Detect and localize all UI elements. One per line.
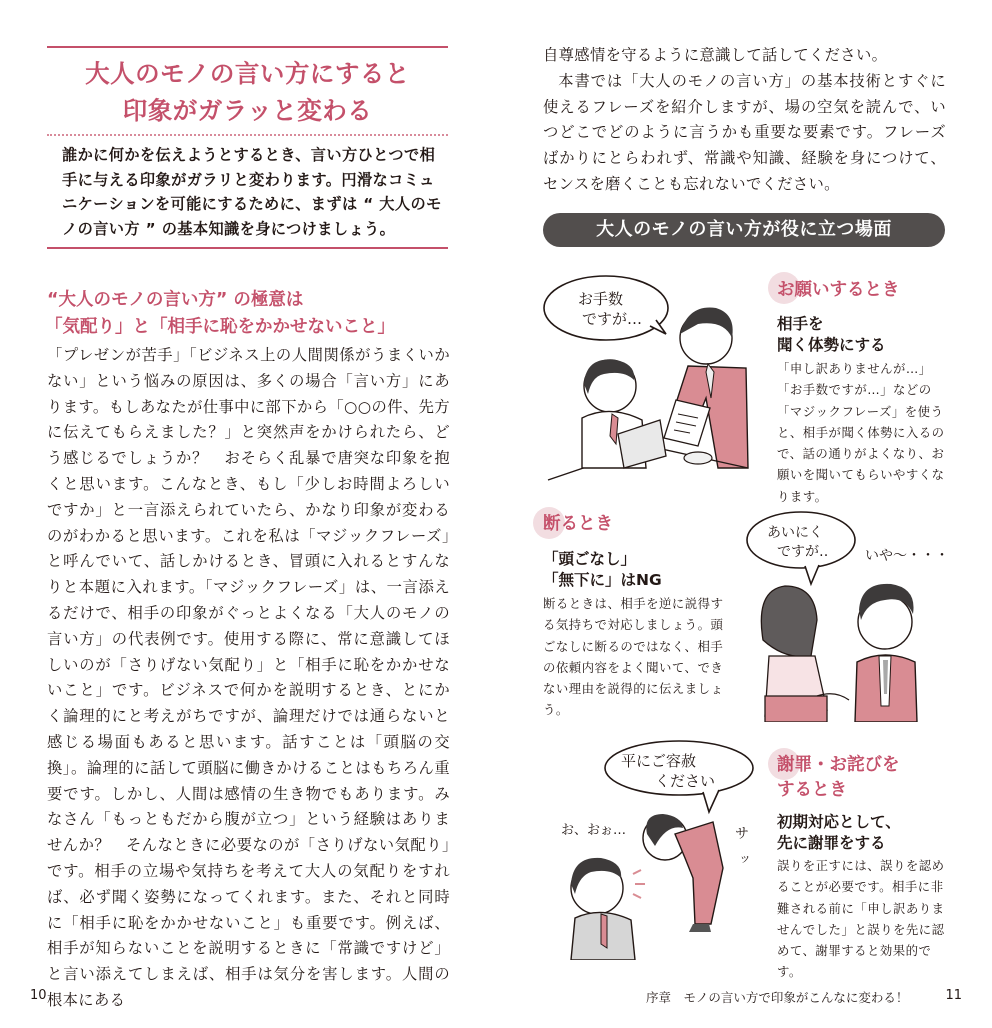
illustration-apology-scene — [535, 738, 757, 960]
illustration-request-scene — [538, 268, 760, 490]
scene-subtitle-refuse — [543, 549, 662, 591]
svg-text:ですが…: ですが… — [582, 310, 643, 328]
body-paragraph-continued: 自尊感情を守るように意識して話してください。 — [543, 46, 888, 64]
svg-text:お、おぉ…: お、おぉ… — [561, 823, 627, 838]
bowing-man-illustration — [535, 738, 757, 960]
scene-description-refuse: 断るときは、相手を逆に説得する気持ちで対応しましょう。頭ごなしに断るのではなく、相手の依頼内容をよく聞いて、できない理由を説得的に伝えましょう。 — [543, 596, 724, 718]
footer-right — [646, 988, 962, 1006]
scene-title-refuse: 断るとき — [543, 514, 613, 534]
scene-subtitle-line1: 「頭ごなし」 — [543, 550, 637, 568]
scene-subtitle-request — [777, 314, 886, 356]
page-number-left: 10 — [30, 988, 47, 1003]
body-paragraph-2: 本書では「大人のモノの言い方」の基本技術とすぐに使えるフレーズを紹介しますが、場の空気を読んで、いつどこでどのように言うかも重要な要素です。フレーズばかりにとらわれず、常識や知識、経験を身につけて、センスを磨くことも忘れないでください。 — [543, 71, 946, 193]
illustration-refuse-scene — [735, 510, 957, 722]
svg-text:お手数: お手数 — [578, 290, 624, 308]
scene-title-apology — [777, 753, 900, 803]
page-title-line2: 印象がガラッと変わる — [122, 96, 373, 125]
office-workers-illustration — [538, 268, 760, 490]
footer-chapter-title: 序章 モノの言い方で印象がこんなに変わる！ — [646, 990, 909, 1005]
body-text-right — [543, 43, 946, 198]
subheading-line2: 「気配り」と「相手に恥をかかせないこと」 — [45, 317, 395, 337]
scene-description-request: 「申し訳ありませんが…」「お手数ですが…」などの「マジックフレーズ」を使うと、相手が聞く体勢に入るので、話の通りがよくなり、お願いを聞いてもらいやすくなります。 — [777, 361, 945, 504]
svg-text:ッ: ッ — [739, 851, 752, 865]
scene-subtitle-line1: 相手を — [777, 315, 824, 333]
page-title-line1: 大人のモノの言い方にすると — [85, 59, 410, 88]
scene-subtitle-apology — [777, 812, 901, 854]
body-paragraph: 「プレゼンが苦手」「ビジネス上の人間関係がうまくいかない」という悩みの原因は、多くの場合「言い方」にあります。もしあなたが仕事中に部下から「○○の件、先方に伝えてもらえました？」と突然声をかけられたら、どう感じるでしょうか？ おそらく乱暴で唐突な印象を抱くと思います。こんなとき、もし「少しお時間よろしいですか」と一言添えられていたら、かなり印象が変わるのがわかると思います。これを私は「マジックフレーズ」と呼んでいて、話しかけるとき、冒頭に入れるとすんなりと本題に入れます。「マジックフレーズ」は、一言添えるだけで、相手の印象がぐっとよくなる「大人のモノの言い方」の代表例です。使用する際に、常に意識してほしいのが「さりげない気配り」と「相手に恥をかかせないこと」です。ビジネスで何かを説明するとき、とにかく論理的にと考えがちですが、論理だけでは通らないと感じる場面もあると思います。話すことは「頭脳の交換」。論理的に話して頭脳に働きかけることはもちろん重要です。しかし、人間は感情の生き物でもあります。みなさん「もっともだから腹が立つ」という経験はありませんか？ そんなときに必要なのが「さりげない気配り」です。相手の立場や気持ちを考えて大人の気配りをすれば、必ず聞く姿勢になってくれます。また、それと同時に「相手に恥をかかせないこと」も重要です。例えば、相手が知らないことを説明するときに「常識ですけど」と言い添えてしまえば、相手は気分を害します。人間の根本にある — [47, 346, 450, 1009]
scene-subtitle-line2: 「無下に」はNG — [543, 571, 662, 589]
scene-description-apology: 誤りを正すには、誤りを認めることが必要です。相手に非難される前に「申し訳ありませんでした」と誤りを先に認めて、謝罪すると効果的です。 — [777, 858, 945, 980]
subheading-line1: “大人のモノの言い方” の極意は — [47, 290, 304, 310]
svg-text:あいにく: あいにく — [767, 525, 823, 541]
lead-paragraph: 誰かに何かを伝えようとするとき、言い方ひとつで相手に与える印象がガラリと変わります。円滑なコミュニケーションを可能にするために、まずは “ 大人のモノの言い方 ” の基本知識を身につけましょう。 — [62, 146, 442, 238]
svg-text:ください: ください — [655, 772, 716, 790]
page-number-right: 11 — [945, 988, 962, 1003]
section-pill-heading: 大人のモノの言い方が役に立つ場面 — [543, 213, 945, 247]
svg-text:ですが‥: ですが‥ — [777, 544, 829, 560]
svg-text:サ: サ — [735, 826, 749, 842]
scene-title-line2: するとき — [777, 780, 847, 800]
scene-subtitle-line1: 初期対応として、 — [777, 813, 901, 831]
scene-subtitle-line2: 先に謝罪をする — [777, 834, 886, 852]
svg-text:平にご容赦: 平にご容赦 — [621, 752, 697, 770]
svg-text:いや〜・・・: いや〜・・・ — [865, 548, 949, 564]
woman-and-man-illustration — [735, 510, 957, 722]
scene-title-request: お願いするとき — [777, 280, 900, 300]
scene-title-line1: 謝罪・お詫びを — [777, 755, 900, 775]
scene-subtitle-line2: 聞く体勢にする — [777, 336, 886, 354]
